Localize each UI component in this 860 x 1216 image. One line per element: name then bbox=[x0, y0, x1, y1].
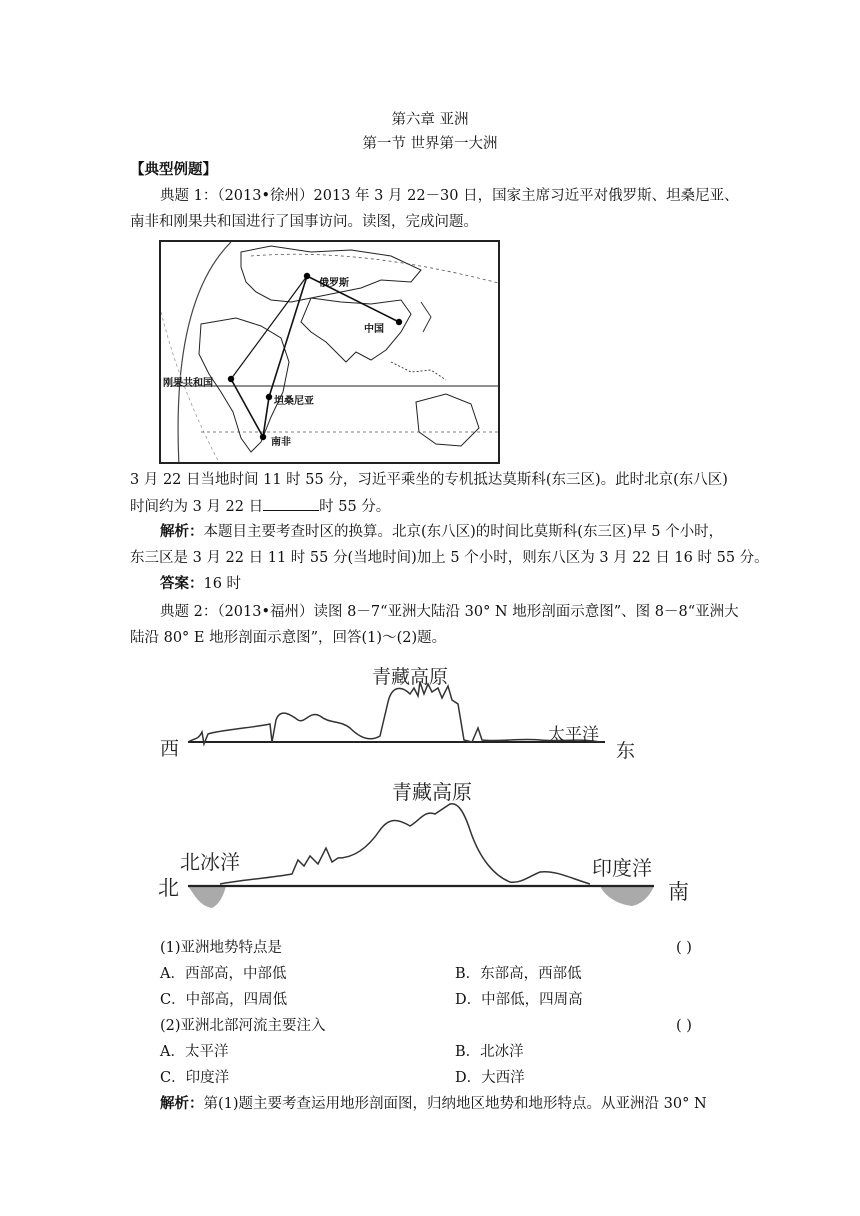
profile2-north-label: 北 bbox=[158, 876, 179, 900]
map-label-china: 中国 bbox=[364, 324, 384, 335]
map-label-congo: 刚果共和国 bbox=[163, 378, 213, 389]
q2-sub2-answer-paren: ( ) bbox=[676, 1018, 692, 1034]
section-title: 第一节 世界第一大洲 bbox=[362, 136, 498, 152]
q1-analysis-line2: 东三区是 3 月 22 日 11 时 55 分(当地时间)加上 5 个小时，则东八区为 3 月 22 日 16 时 55 分。 bbox=[130, 550, 769, 566]
q1-question-post: 时 55 分。 bbox=[319, 499, 391, 515]
q1-answer-label: 答案： bbox=[160, 575, 204, 592]
map-label-russia: 俄罗斯 bbox=[319, 278, 349, 289]
profile-80e-drawing bbox=[180, 800, 660, 915]
q1-question-pre: 时间约为 3 月 22 日 bbox=[130, 499, 264, 515]
answer-blank bbox=[263, 496, 319, 511]
q2-sub2-option-c: C．印度洋 bbox=[160, 1070, 230, 1086]
profile2-ocean-s-label: 印度洋 bbox=[592, 856, 652, 880]
map-label-south-africa: 南非 bbox=[271, 437, 291, 448]
q1-intro-line2: 南非和刚果共和国进行了国事访问。读图，完成问题。 bbox=[130, 214, 478, 230]
q2-sub2-option-a: A．太平洋 bbox=[160, 1044, 229, 1060]
profile2-south-label: 南 bbox=[668, 880, 689, 904]
world-map-figure bbox=[159, 240, 500, 464]
profile1-ocean-label: 太平洋 bbox=[548, 725, 599, 745]
section-heading: 【典型例题】 bbox=[130, 161, 217, 178]
q2-sub2-option-b: B．北冰洋 bbox=[455, 1044, 524, 1060]
q1-answer-value: 16 时 bbox=[203, 576, 242, 592]
q2-sub2-option-d: D．大西洋 bbox=[455, 1070, 525, 1086]
profile1-east-label: 东 bbox=[616, 740, 636, 762]
q2-sub2-stem: (2)亚洲北部河流主要注入 bbox=[160, 1018, 326, 1034]
q1-intro-line1: 典题 1：（2013•徐州）2013 年 3 月 22－30 日，国家主席习近平对俄罗斯、坦桑尼亚、 bbox=[160, 188, 739, 204]
q2-sub1-option-c: C．中部高，四周低 bbox=[160, 992, 288, 1008]
q2-sub1-answer-paren: ( ) bbox=[676, 940, 692, 956]
map-label-tanzania: 坦桑尼亚 bbox=[274, 396, 314, 407]
q1-analysis-line1 bbox=[160, 522, 723, 542]
chapter-title: 第六章 亚洲 bbox=[391, 112, 469, 128]
profile2-ocean-n-label: 北冰洋 bbox=[180, 850, 240, 874]
q1-question-line2 bbox=[130, 496, 390, 517]
q2-analysis-text: 第(1)题主要考查运用地形剖面图，归纳地区地势和地形特点。从亚洲沿 30° N bbox=[203, 1096, 707, 1112]
profile1-west-label: 西 bbox=[160, 738, 180, 760]
q2-analysis-line1 bbox=[160, 1094, 707, 1114]
q2-sub1-option-a: A．西部高，中部低 bbox=[160, 966, 287, 982]
q1-analysis-text: 本题目主要考查时区的换算。北京(东八区)的时间比莫斯科(东三区)早 5 个小时， bbox=[203, 524, 724, 540]
q2-intro-line1: 典题 2：（2013•福州）读图 8－7“亚洲大陆沿 30° N 地形剖面示意图”、图 8－8“亚洲大 bbox=[160, 604, 739, 620]
q1-answer bbox=[160, 574, 241, 594]
q2-sub1-option-b: B．东部高，西部低 bbox=[455, 966, 582, 982]
q1-analysis-label: 解析： bbox=[160, 523, 204, 540]
profile1-plateau-label: 青藏高原 bbox=[372, 666, 449, 688]
profile2-plateau-label: 青藏高原 bbox=[392, 780, 472, 804]
q2-sub1-stem: (1)亚洲地势特点是 bbox=[160, 940, 283, 956]
q1-question-line1: 3 月 22 日当地时间 11 时 55 分，习近平乘坐的专机抵达莫斯科(东三区)。此时北京(东八区) bbox=[130, 472, 728, 488]
q2-sub1-option-d: D．中部低，四周高 bbox=[455, 992, 583, 1008]
q2-analysis-label: 解析： bbox=[160, 1095, 204, 1112]
q2-intro-line2: 陆沿 80° E 地形剖面示意图”，回答(1)～(2)题。 bbox=[130, 630, 447, 646]
